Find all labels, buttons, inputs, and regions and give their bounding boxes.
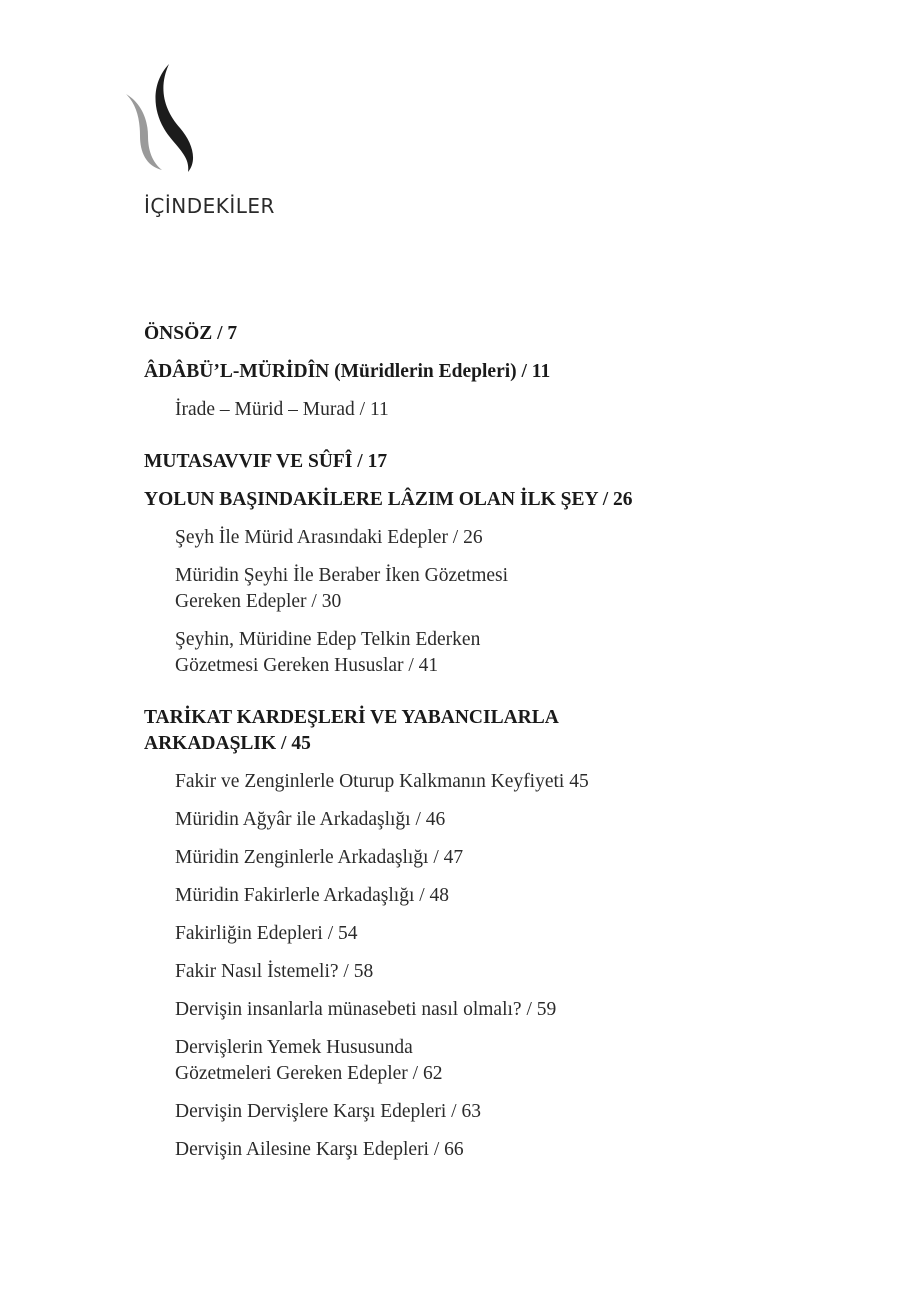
toc-entry-yolun-basindakilere[interactable]: YOLUN BAŞINDAKİLERE LÂZIM OLAN İLK ŞEY / 26	[144, 489, 633, 510]
toc-subentry-line: Müridin Şeyhi İle Beraber İken Gözetmesi	[175, 565, 509, 586]
toc-subentry[interactable]	[175, 563, 764, 615]
toc-subentry[interactable]: Dervişin insanlarla münasebeti nasıl olmalı? / 59	[175, 999, 557, 1020]
toc-subentry[interactable]: Dervişin Ailesine Karşı Edepleri / 66	[175, 1139, 464, 1160]
toc-entry-onsoz[interactable]: ÖNSÖZ / 7	[144, 323, 238, 344]
toc-subentry[interactable]	[175, 1035, 764, 1087]
toc-subentry[interactable]: İrade – Mürid – Murad / 11	[175, 399, 389, 420]
toc-subentry[interactable]: Şeyh İle Mürid Arasındaki Edepler / 26	[175, 527, 483, 548]
toc-entry-mutasavvif[interactable]: MUTASAVVIF VE SÛFÎ / 17	[144, 451, 388, 472]
toc-subentry[interactable]: Dervişin Dervişlere Karşı Edepleri / 63	[175, 1101, 481, 1122]
toc-subentry-line: Dervişlerin Yemek Hususunda	[175, 1037, 413, 1058]
page-title: İÇİNDEKİLER	[144, 194, 275, 218]
toc-subentry-line: Gereken Edepler / 30	[175, 591, 342, 612]
toc-subentry-line: Gözetmesi Gereken Hususlar / 41	[175, 655, 439, 676]
toc-entry-adabul-muridin[interactable]: ÂDÂBÜ’L-MÜRİDÎN (Müridlerin Edepleri) / 11	[144, 361, 551, 382]
toc-subentry[interactable]: Müridin Fakirlerle Arkadaşlığı / 48	[175, 885, 450, 906]
toc-subentry[interactable]: Fakirliğin Edepleri / 54	[175, 923, 358, 944]
toc-subentry[interactable]: Fakir Nasıl İstemeli? / 58	[175, 961, 374, 982]
publisher-logo	[122, 62, 202, 174]
toc-subentry-line: Şeyhin, Müridine Edep Telkin Ederken	[175, 629, 481, 650]
toc-subentry-line: Gözetmeleri Gereken Edepler / 62	[175, 1063, 443, 1084]
toc-subentry[interactable]	[175, 627, 764, 679]
toc-entry-line: TARİKAT KARDEŞLERİ VE YABANCILARLA	[144, 707, 559, 728]
toc-subentry[interactable]: Fakir ve Zenginlerle Oturup Kalkmanın Keyfiyeti 45	[175, 771, 589, 792]
toc-entry-tarikat-kardesleri[interactable]	[144, 705, 764, 757]
table-of-contents	[144, 321, 764, 1175]
toc-subentry[interactable]: Müridin Ağyâr ile Arkadaşlığı / 46	[175, 809, 446, 830]
toc-subentry[interactable]: Müridin Zenginlerle Arkadaşlığı / 47	[175, 847, 464, 868]
toc-entry-line: ARKADAŞLIK / 45	[144, 733, 311, 754]
